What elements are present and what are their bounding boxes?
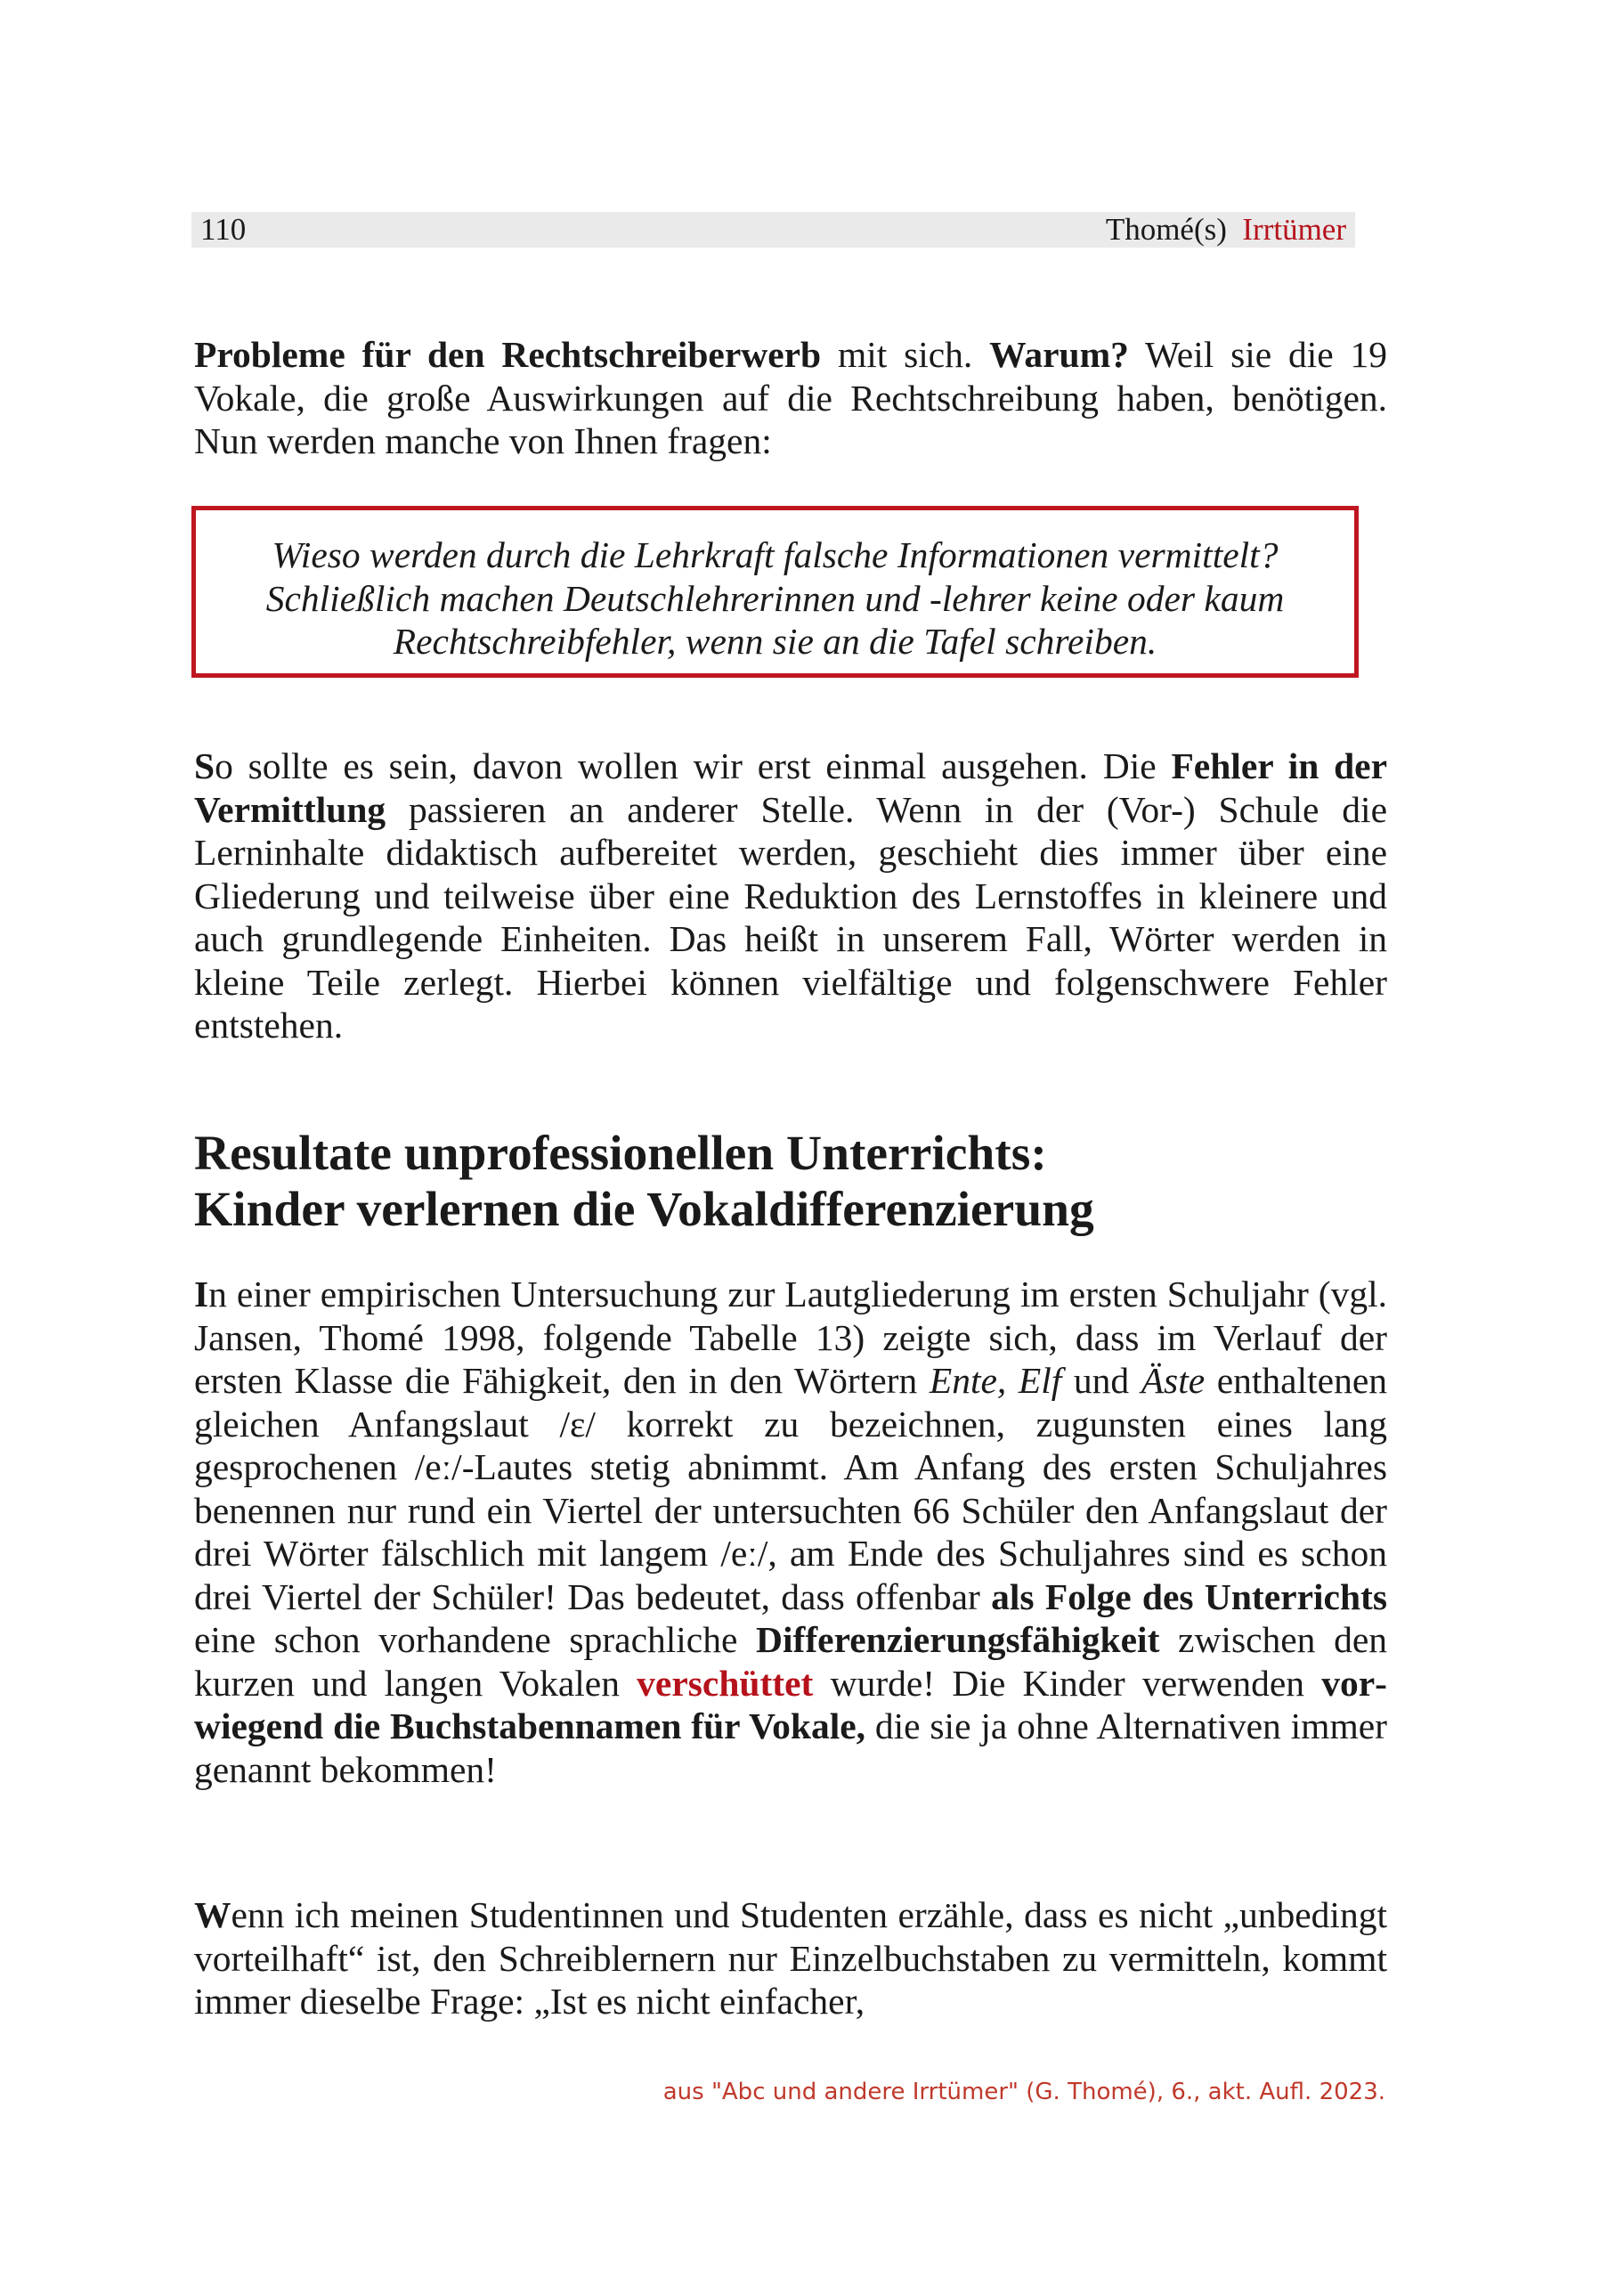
source-footnote: aus "Abc und andere Irrtümer" (G. Thomé), 6., akt. Aufl. 2023. (662, 2079, 1385, 2105)
paragraph-2: So sollte es sein, davon wollen wir erst einmal ausgehen. Die Fehler in der Vermittlung passieren an anderer Stelle. Wenn in der (Vor-) Schule die Lerninhalte didaktisch aufbereitet werden, geschieht dies immer über eine Gliederung und teilweise über eine Reduktion des Lernstoffes in kleinere und auch grundlegende Einheiten. Das heißt in unserem Fall, Wörter werden in kleine Teile zerlegt. Hierbei können vielfältige und folgenschwere Fehler entstehen. (194, 745, 1388, 1046)
quote-line: Schließlich machen Deutschlehrerinnen und -lehrer keine oder kaum (265, 577, 1285, 619)
italic-word: Äste (1141, 1360, 1206, 1401)
page-number: 110 (200, 212, 247, 247)
heading-line: Kinder verlernen die Vokaldifferenzierung (194, 1183, 1094, 1237)
section-heading (194, 1126, 1387, 1238)
bold-phrase: Warum? (989, 334, 1129, 375)
initial-letter: I (194, 1274, 209, 1314)
initial-letter: W (194, 1894, 231, 1935)
initial-letter: S (194, 745, 215, 786)
running-title-part2: Irrtümer (1242, 212, 1346, 247)
italic-word: Ente, Elf (929, 1360, 1062, 1401)
paragraph-3: In einer empirischen Untersuchung zur Lautgliederung im ersten Schuljahr (vgl. Jansen, Thomé 1998, folgende Tabelle 13) zeigte sich, dass im Verlauf der ersten Klasse die Fähigkeit, den in den Wörtern Ente, Elf und Äste enthaltenen gleichen Anfangslaut /ɛ/ korrekt zu bezeichnen, zugunsten eines lang gesprochenen /eː/-Lautes stetig abnimmt. Am Anfang des ersten Schuljahres benennen nur rund ein Viertel der untersuchten 66 Schüler den Anfangslaut der drei Wörter fälschlich mit langem /eː/, am Ende des Schuljahres sind es schon drei Viertel der Schüler! Das bedeutet, dass offenbar als Folge des Unterrichts eine schon vorhandene sprachliche Differenzierungsfähigkeit zwischen den kurzen und langen Vokalen verschüttet wurde! Die Kinder verwenden vorwiegend die Buchstabennamen für Vokale, die sie ja ohne Alternativen immer genannt bekommen! (194, 1274, 1387, 1790)
running-title (1106, 212, 1346, 248)
bold-phrase: Probleme für den Rechtschreiberwerb (194, 334, 822, 375)
bold-phrase: vorwiegend die Buchstabennamen für Vokale, (194, 1662, 1387, 1746)
heading-line: Resultate unprofessionellen Unterrichts: (194, 1127, 1047, 1181)
quote-box (191, 506, 1359, 678)
highlight-red-word: verschüttet (637, 1662, 814, 1704)
running-title-part1: Thomé(s) (1105, 212, 1227, 247)
paragraph-4: Wenn ich meinen Studentinnen und Studenten erzähle, dass es nicht „unbedingt vorteilhaft“ ist, den Schreiblernern nur Einzelbuchstaben zu vermitteln, kommt immer dieselbe Frage: „Ist es nicht einfacher, (194, 1894, 1387, 2022)
quote-line: Wieso werden durch die Lehrkraft falsche Informationen vermittelt? (272, 534, 1279, 575)
bold-phrase: Differenzierungsfähigkeit (756, 1619, 1160, 1660)
paragraph-1: Probleme für den Rechtschreiberwerb mit sich. Warum? Weil sie die 19 Vokale, die große Auswirkungen auf die Rechtschreibung haben, benötigen. Nun werden manche von Ihnen fragen: (194, 334, 1387, 461)
bold-phrase: Fehler in der Vermittlung (194, 745, 1388, 830)
bold-phrase: als Folge des Unterrichts (991, 1575, 1387, 1617)
quote-line: Rechtschreibfehler, wenn sie an die Tafel schreiben. (393, 621, 1157, 662)
running-header (191, 212, 1355, 248)
